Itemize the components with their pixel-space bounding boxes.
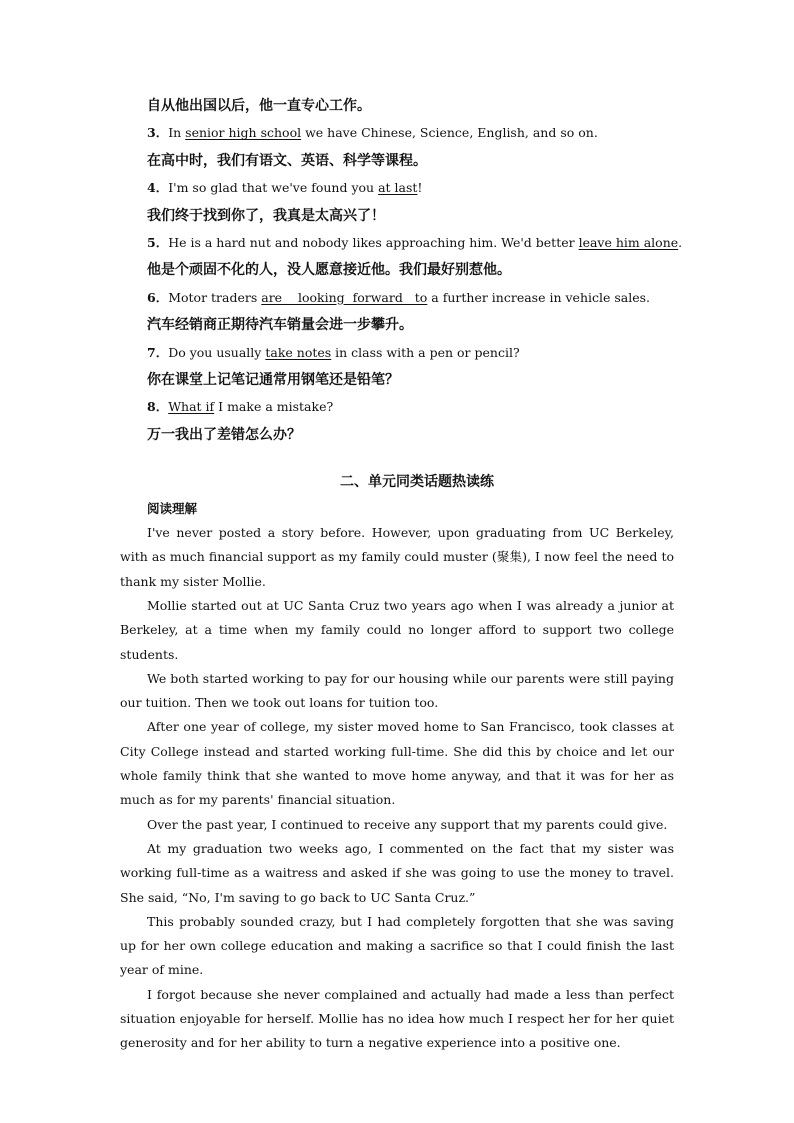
vocab-sentence-3 xyxy=(120,120,674,147)
reading-paragraph: At my graduation two weeks ago, I commented on the fact that my sister was working full-time as a waitress and asked if she was going to use the money to travel. She said, “No, I'm saving to go back to UC Santa Cruz.” xyxy=(120,840,674,905)
key-phrase: at last xyxy=(378,180,418,196)
key-phrase: What if xyxy=(168,399,215,415)
reading-paragraph: Mollie started out at UC Santa Cruz two years ago when I was already a junior at Berkeley, at a time when my family could no longer afford to support two college students. xyxy=(120,597,674,662)
reading-paragraph: I forgot because she never complained and actually had made a less than perfect situation enjoyable for herself. Mollie has no idea how much I respect her for her quiet generosity and for her ability to turn a negative experience into a positive one. xyxy=(120,986,674,1051)
item-number: 3． xyxy=(147,125,169,141)
sentence-text: I'm so glad that we've found you xyxy=(168,180,379,196)
sentence-text: He is a hard nut and nobody likes approaching him. We'd better xyxy=(168,234,579,250)
reading-paragraph: Over the past year, I continued to receive any support that my parents could give. xyxy=(147,816,668,832)
item-number: 7． xyxy=(147,344,169,360)
section-title: 二、单元同类话题热读练 xyxy=(340,474,494,491)
key-phrase: leave him alone xyxy=(578,234,679,250)
translation-line: 你在课堂上记笔记通常用钢笔还是铅笔？ xyxy=(147,371,399,388)
sentence-text: In xyxy=(168,125,186,141)
translation-line: 我们终于找到你了，我真是太高兴了！ xyxy=(147,207,385,224)
translation-line: 汽车经销商正期待汽车销量会进一步攀升。 xyxy=(147,317,413,334)
sentence-text: a further increase in vehicle sales. xyxy=(427,289,651,305)
document-page xyxy=(120,93,683,1056)
item-number: 8． xyxy=(147,399,169,415)
vocab-sentence-6 xyxy=(120,285,674,312)
vocab-sentence-8 xyxy=(120,394,674,421)
sentence-text: Do you usually xyxy=(168,344,266,360)
vocab-sentence-5 xyxy=(120,230,683,257)
translation-line: 万一我出了差错怎么办？ xyxy=(147,426,301,443)
translation-line: 他是个顽固不化的人，没人愿意接近他。我们最好别惹他。 xyxy=(147,262,511,279)
item-number: 4． xyxy=(147,180,169,196)
item-number: 5． xyxy=(147,234,169,250)
reading-paragraph: I've never posted a story before. However, upon graduating from UC Berkeley, with as much financial support as my family could muster (聚集), I now feel the need to thank my sister Mollie. xyxy=(120,525,674,589)
vocab-sentence-4 xyxy=(120,175,674,202)
sentence-text: in class with a pen or pencil? xyxy=(331,344,520,360)
translation-line: 在高中时，我们有语文、英语、科学等课程。 xyxy=(147,152,427,169)
section-subtitle: 阅读理解 xyxy=(147,501,198,517)
reading-paragraph: After one year of college, my sister moved home to San Francisco, took classes at City College instead and started working full-time. She did this by choice and let our whole family think that she wanted to move home anyway, and that it was for her as much as for my parents' financial situation. xyxy=(120,719,674,808)
sentence-text: we have Chinese, Science, English, and so on. xyxy=(301,125,598,141)
reading-paragraph: We both started working to pay for our housing while our parents were still paying our tuition. Then we took out loans for tuition too. xyxy=(120,670,674,711)
translation-line: 自从他出国以后，他一直专心工作。 xyxy=(147,98,371,114)
sentence-text: . xyxy=(678,234,683,250)
vocab-sentence-7 xyxy=(120,340,674,367)
sentence-text: Motor traders xyxy=(168,289,262,305)
key-phrase: take notes xyxy=(265,344,332,360)
reading-paragraph: This probably sounded crazy, but I had completely forgotten that she was saving up for her own college education and making a sacrifice so that I could finish the last year of mine. xyxy=(120,913,674,978)
item-number: 6． xyxy=(147,289,169,305)
key-phrase: are looking forward to xyxy=(261,289,428,305)
key-phrase: senior high school xyxy=(185,125,302,141)
sentence-text: I make a mistake? xyxy=(214,399,334,415)
sentence-text: ! xyxy=(417,180,423,196)
